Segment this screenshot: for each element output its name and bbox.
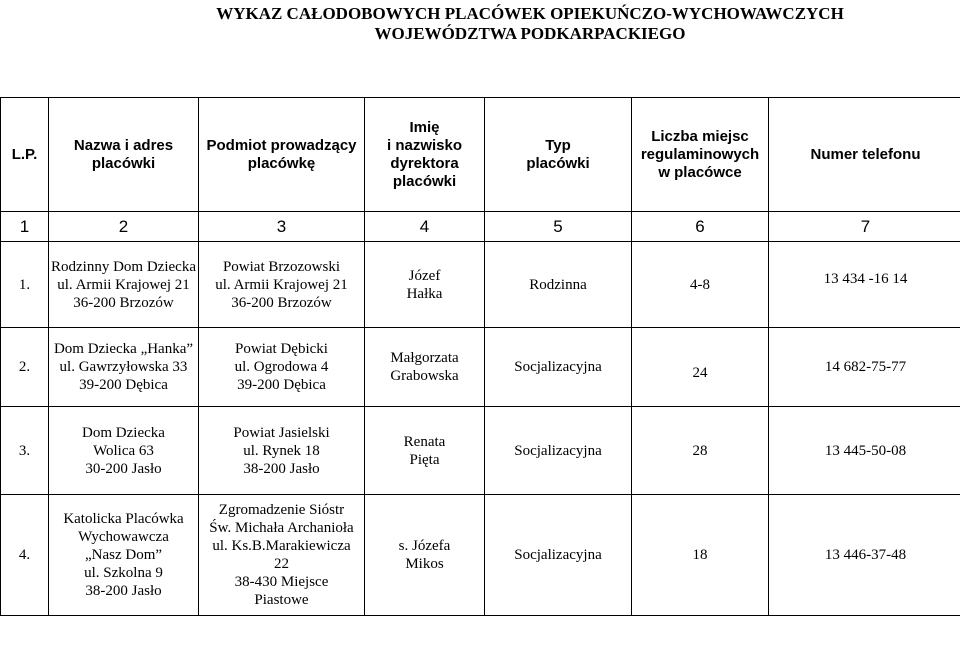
table-row [1,495,960,616]
cell-type: Socjalizacyjna [485,407,632,495]
cell-name-address: Dom Dziecka „Hanka” ul. Gawrzyłowska 33 39-200 Dębica [49,328,199,407]
header-places: Liczba miejsc regulaminowych w placówce [632,98,769,212]
cell-lp: 1. [1,242,49,328]
title-line-1: WYKAZ CAŁODOBOWYCH PLACÓWEK OPIEKUŃCZO-WYCHOWAWCZYCH [216,4,844,23]
cell-places: 4-8 [632,242,769,328]
facilities-table [0,97,960,616]
header-name-address: Nazwa i adres placówki [49,98,199,212]
cell-name-address: Katolicka Placówka Wychowawcza „Nasz Dom” ul. Szkolna 9 38-200 Jasło [49,495,199,616]
table-row [1,407,960,495]
table-row [1,328,960,407]
cell-phone: 13 434 -16 14 [769,236,960,322]
document-title [0,4,960,44]
cell-name-address: Rodzinny Dom Dziecka ul. Armii Krajowej 21 36-200 Brzozów [49,242,199,328]
cell-director: s. Józefa Mikos [365,495,485,616]
column-number: 7 [769,212,960,242]
header-type: Typ placówki [485,98,632,212]
column-number: 3 [199,212,365,242]
column-number: 5 [485,212,632,242]
column-number: 2 [49,212,199,242]
cell-lp: 3. [1,407,49,495]
header-phone: Numer telefonu [769,98,960,212]
title-line-2: WOJEWÓDZTWA PODKARPACKIEGO [374,24,686,43]
cell-operator: Zgromadzenie Sióstr Św. Michała Archanioła ul. Ks.B.Marakiewicza 22 38-430 Miejsce Piastowe [199,495,365,616]
cell-director: Renata Pięta [365,407,485,495]
table-row [1,242,960,328]
cell-phone: 14 682-75-77 [769,328,960,407]
cell-places: 24 [632,328,769,407]
cell-lp: 2. [1,328,49,407]
cell-type: Socjalizacyjna [485,328,632,407]
header-director: Imię i nazwisko dyrektora placówki [365,98,485,212]
header-lp: L.P. [1,98,49,212]
header-row [1,98,960,212]
column-number: 4 [365,212,485,242]
column-number: 6 [632,212,769,242]
cell-name-address: Dom Dziecka Wolica 63 30-200 Jasło [49,407,199,495]
cell-places: 28 [632,407,769,495]
cell-lp: 4. [1,495,49,616]
header-operator: Podmiot prowadzący placówkę [199,98,365,212]
cell-director: Józef Hałka [365,242,485,328]
column-number: 1 [1,212,49,242]
cell-director: Małgorzata Grabowska [365,328,485,407]
cell-phone: 13 446-37-48 [769,495,960,616]
cell-type: Rodzinna [485,242,632,328]
cell-operator: Powiat Brzozowski ul. Armii Krajowej 21 36-200 Brzozów [199,242,365,328]
cell-phone: 13 445-50-08 [769,407,960,495]
cell-operator: Powiat Dębicki ul. Ogrodowa 4 39-200 Dębica [199,328,365,407]
cell-places: 18 [632,495,769,616]
cell-operator: Powiat Jasielski ul. Rynek 18 38-200 Jasło [199,407,365,495]
cell-type: Socjalizacyjna [485,495,632,616]
